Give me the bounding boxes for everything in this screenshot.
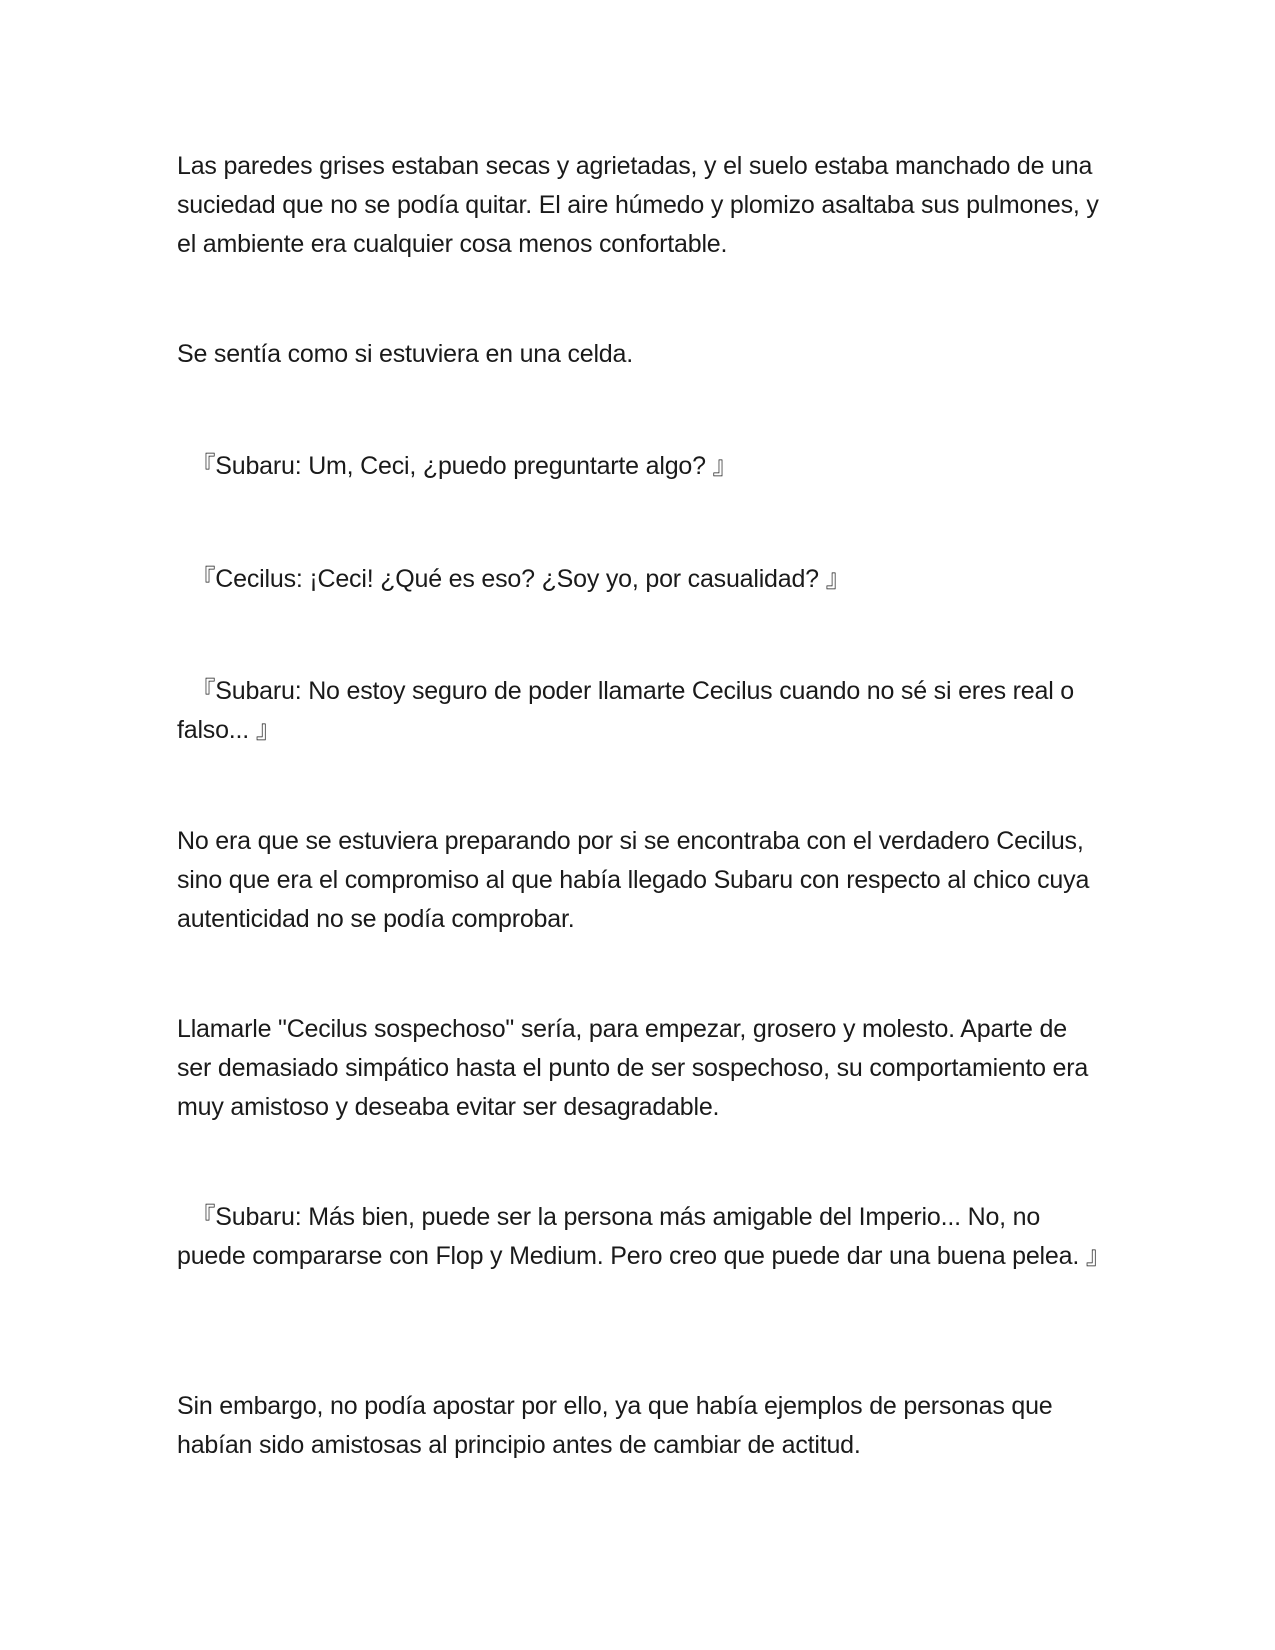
- paragraph-narration: Las paredes grises estaban secas y agrietadas, y el suelo estaba manchado de una suciedad que no se podía quitar. El aire húmedo y plomizo asaltaba sus pulmones, y el ambiente era cualquier cosa menos confortable.: [177, 152, 1099, 258]
- paragraph-dialogue: 『Subaru: No estoy seguro de poder llamarte Cecilus cuando no sé si eres real o falso... 』: [177, 677, 1081, 744]
- paragraph-dialogue: 『Subaru: Más bien, puede ser la persona más amigable del Imperio... No, no puede compararse con Flop y Medium. Pero creo que puede dar una buena pelea. 』: [177, 1203, 1111, 1270]
- paragraph-narration: No era que se estuviera preparando por si se encontraba con el verdadero Cecilus, sino que era el compromiso al que había llegado Subaru con respecto al chico cuya autenticidad no se podía comprobar.: [177, 827, 1090, 933]
- paragraph-narration: Se sentía como si estuviera en una celda.: [177, 340, 633, 368]
- paragraph-narration: Sin embargo, no podía apostar por ello, ya que había ejemplos de personas que habían sido amistosas al principio antes de cambiar de actitud.: [177, 1392, 1053, 1459]
- paragraph-dialogue: 『Subaru: Um, Ceci, ¿puedo preguntarte algo? 』: [177, 452, 738, 480]
- paragraph-dialogue: 『Cecilus: ¡Ceci! ¿Qué es eso? ¿Soy yo, por casualidad? 』: [177, 565, 851, 593]
- paragraph-narration: Llamarle "Cecilus sospechoso" sería, para empezar, grosero y molesto. Aparte de ser demasiado simpático hasta el punto de ser sospechoso, su comportamiento era muy amistoso y deseaba evitar ser desagradable.: [177, 1015, 1089, 1121]
